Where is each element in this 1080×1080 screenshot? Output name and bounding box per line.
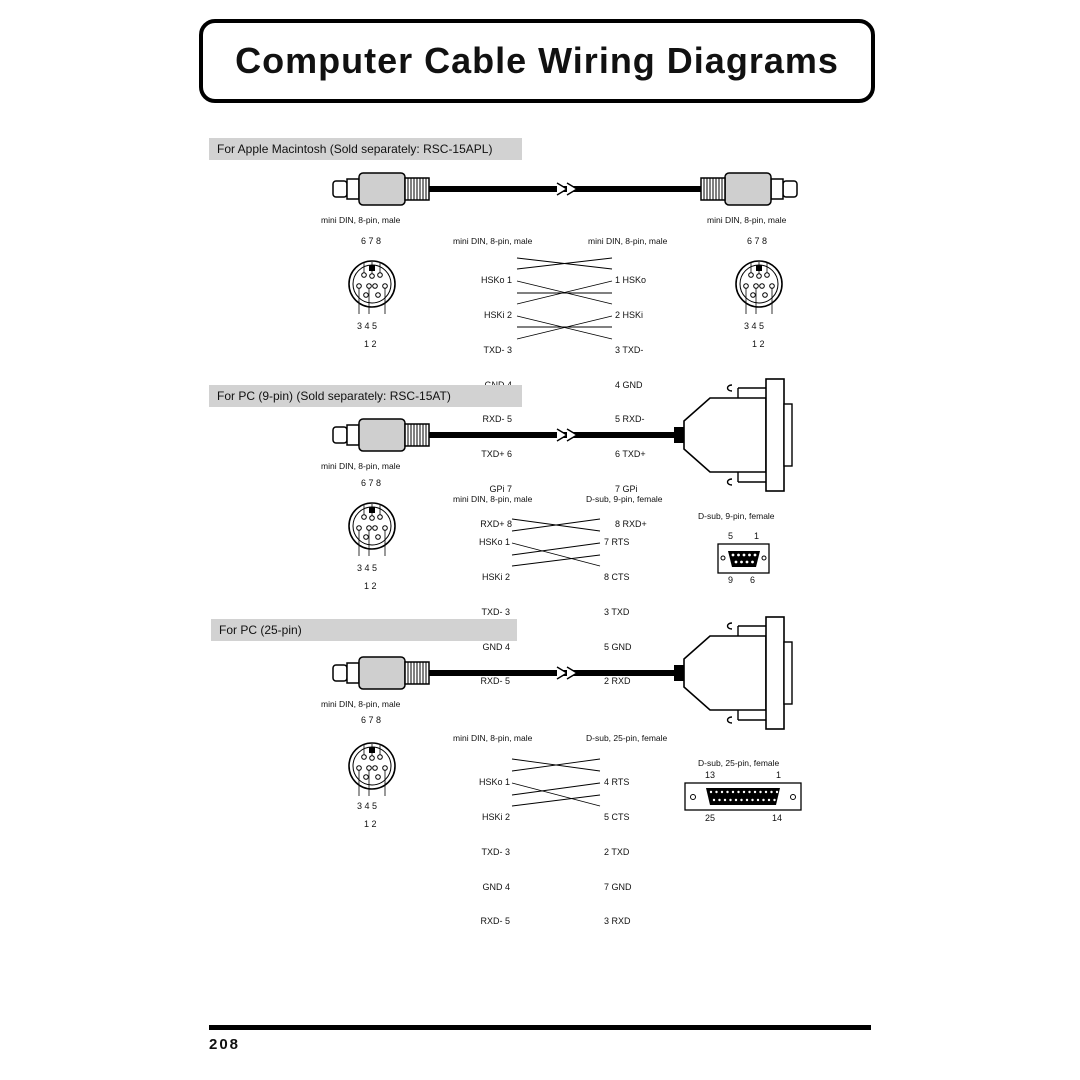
pc25-table-left-header: mini DIN, 8-pin, male: [453, 733, 533, 743]
pc25-left-pin: RXD- 5: [480, 916, 510, 927]
pc25-left-pin: HSKo 1: [478, 777, 510, 788]
mac-right-pin: 7 GPi: [615, 483, 638, 494]
mac-wires: [517, 258, 612, 339]
dsub9-face: [718, 544, 769, 573]
pc25-table-right-header: D-sub, 25-pin, female: [586, 733, 668, 743]
mac-right-pin: 8 RXD+: [615, 518, 647, 529]
pc25-dsub-label: D-sub, 25-pin, female: [698, 758, 780, 768]
dsub25-face: [685, 783, 801, 810]
pc25-right-pin: 7 GND: [604, 881, 632, 892]
mac-left-din-top-numbers: 6 7 8: [361, 236, 382, 246]
mac-left-pin: HSKi 2: [483, 309, 512, 320]
pc25-left-pin: GND 4: [482, 881, 510, 892]
pc9-din-bot-numbers: 1 2: [364, 581, 377, 591]
pc25-right-pin: 2 TXD: [604, 846, 630, 857]
mac-cable-drawing: [333, 173, 797, 205]
mac-left-pin: HSKo 1: [480, 275, 512, 286]
mac-right-connector-label: mini DIN, 8-pin, male: [707, 215, 787, 225]
mac-right-pin: 2 HSKi: [615, 309, 644, 320]
pc25-dsub-top-left: 13: [705, 770, 716, 780]
mac-right-din-face: [736, 261, 782, 314]
mac-left-pin: TXD+ 6: [481, 449, 512, 460]
mac-right-din-top-numbers: 6 7 8: [747, 236, 768, 246]
pc9-table-left-header: mini DIN, 8-pin, male: [453, 494, 533, 504]
mac-right-din-mid-numbers: 3 4 5: [744, 321, 765, 331]
pc25-wires: [512, 759, 600, 806]
pc9-left-pin: HSKi 2: [481, 571, 510, 582]
pc9-din-top-numbers: 6 7 8: [361, 478, 382, 488]
pc25-right-pin: 5 CTS: [604, 811, 630, 822]
pc9-wires: [512, 519, 600, 566]
pc25-right-pin: 4 RTS: [604, 777, 630, 788]
pc9-left-pin: GND 4: [482, 641, 510, 652]
pc9-left-pin-list: [460, 514, 510, 700]
pc9-left-pin: RXD- 5: [480, 676, 510, 687]
mac-right-pin: 5 RXD-: [615, 414, 645, 425]
mac-right-pin: 3 TXD-: [615, 344, 644, 355]
pc9-left-pin: TXD- 3: [481, 606, 510, 617]
pc9-right-pin: 5 GND: [604, 641, 632, 652]
mac-table-right-header: mini DIN, 8-pin, male: [588, 236, 668, 246]
pc9-dsub-top-right: 1: [754, 531, 760, 541]
mac-left-pin: RXD+ 8: [480, 518, 512, 529]
pc9-dsub-label: D-sub, 9-pin, female: [698, 511, 775, 521]
mac-right-pin: 4 GND: [615, 379, 643, 390]
mac-left-pin: RXD- 5: [482, 414, 512, 425]
pc25-dsub-bot-left: 25: [705, 813, 716, 823]
pc9-right-pin: 8 CTS: [604, 571, 630, 582]
pc9-din-face: [349, 503, 395, 556]
pc25-right-pin-list: [604, 754, 654, 940]
mac-left-din-face: [349, 261, 395, 314]
mac-left-connector-label: mini DIN, 8-pin, male: [321, 215, 401, 225]
mac-right-din-bot-numbers: 1 2: [752, 339, 765, 349]
pc9-table-right-header: D-sub, 9-pin, female: [586, 494, 663, 504]
mac-table-left-header: mini DIN, 8-pin, male: [453, 236, 533, 246]
pc25-section-header: For PC (25-pin): [211, 619, 517, 641]
mac-left-din-bot-numbers: 1 2: [364, 339, 377, 349]
page-number: 208: [209, 1036, 241, 1053]
pc25-din-mid-numbers: 3 4 5: [357, 801, 378, 811]
pc9-dsub-top-left: 5: [728, 531, 734, 541]
pc25-left-pin: HSKi 2: [481, 811, 510, 822]
mac-right-pin: 1 HSKo: [615, 275, 647, 286]
pc9-right-pin: 7 RTS: [604, 537, 630, 548]
pc25-left-pin-list: [460, 754, 510, 940]
pc9-din-mid-numbers: 3 4 5: [357, 563, 378, 573]
pc25-dsub-bot-right: 14: [772, 813, 783, 823]
pc9-dsub-bot-right: 6: [750, 575, 756, 585]
pc25-din-bot-numbers: 1 2: [364, 819, 377, 829]
pc9-left-pin: HSKo 1: [478, 537, 510, 548]
pc9-right-pin-list: [604, 514, 654, 700]
pc9-right-pin: 2 RXD: [604, 676, 631, 687]
pc9-dsub-bot-left: 9: [728, 575, 734, 585]
mac-left-pin: GPi 7: [489, 483, 512, 494]
pc25-left-pin: TXD- 3: [481, 846, 510, 857]
mac-section-header: For Apple Macintosh (Sold separately: RSC-15APL): [209, 138, 522, 160]
pc9-right-pin: 3 TXD: [604, 606, 630, 617]
pc9-left-connector-label: mini DIN, 8-pin, male: [321, 461, 401, 471]
footer-rule: [209, 1025, 871, 1030]
mac-left-pin: TXD- 3: [483, 344, 512, 355]
pc25-dsub-top-right: 1: [776, 770, 782, 780]
pc9-section-header: For PC (9-pin) (Sold separately: RSC-15AT): [209, 385, 522, 407]
mac-left-din-mid-numbers: 3 4 5: [357, 321, 378, 331]
page-title: Computer Cable Wiring Diagrams: [235, 40, 839, 81]
pc25-left-connector-label: mini DIN, 8-pin, male: [321, 699, 401, 709]
pc25-din-top-numbers: 6 7 8: [361, 715, 382, 725]
mac-right-pin: 6 TXD+: [615, 449, 646, 460]
pc25-din-face: [349, 743, 395, 796]
pc25-right-pin: 3 RXD: [604, 916, 631, 927]
